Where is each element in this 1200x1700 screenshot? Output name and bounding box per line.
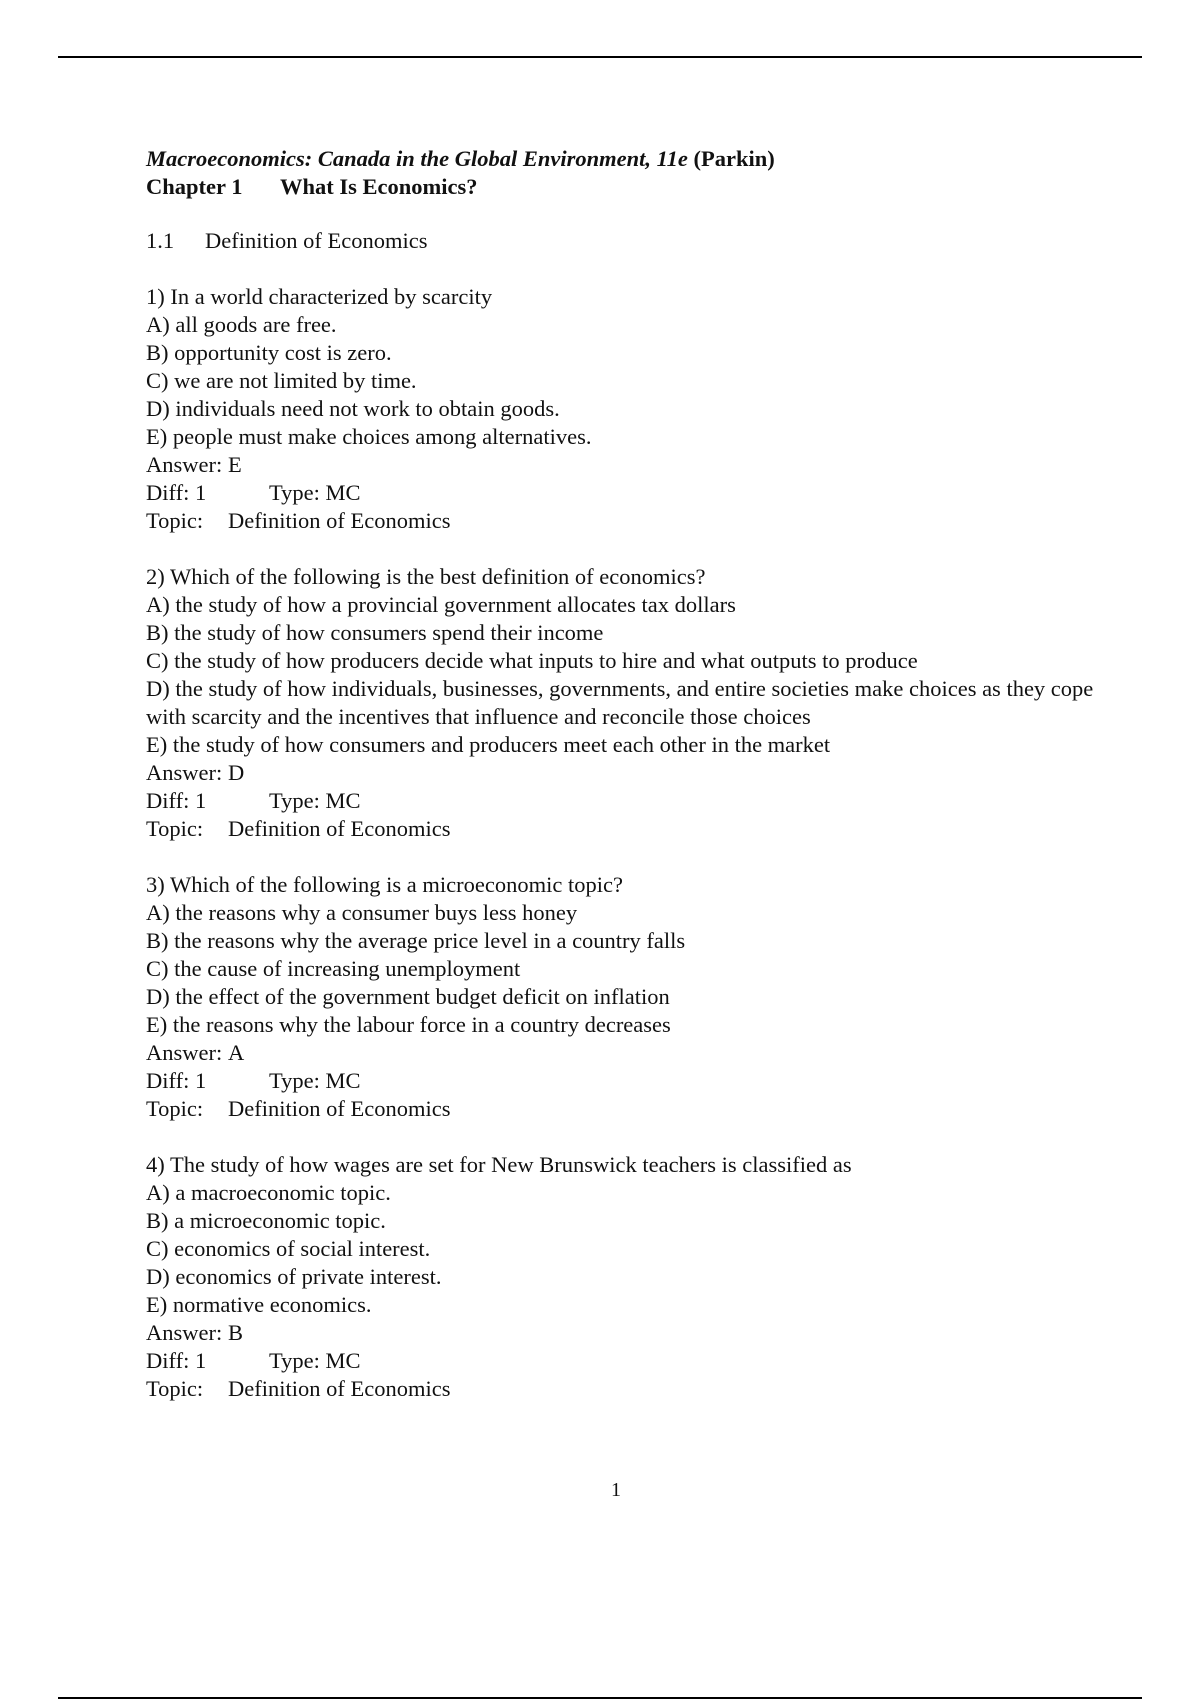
question-type: Type: MC: [269, 1348, 361, 1373]
section-heading: [146, 227, 1106, 255]
option-a: A) all goods are free.: [146, 312, 337, 337]
author: (Parkin): [693, 146, 775, 171]
option-c: C) the study of how producers decide what inputs to hire and what outputs to produce: [146, 648, 918, 673]
question-type: Type: MC: [269, 480, 361, 505]
question-type: Type: MC: [269, 788, 361, 813]
difficulty: Diff: 1: [146, 788, 207, 813]
question-4: [146, 1151, 1106, 1403]
answer-label: Answer:: [146, 760, 223, 785]
difficulty: Diff: 1: [146, 480, 207, 505]
option-e: E) the reasons why the labour force in a country decreases: [146, 1012, 671, 1037]
topic-line: [146, 507, 1106, 535]
option-b: B) opportunity cost is zero.: [146, 340, 392, 365]
diff-line: [146, 1067, 1106, 1095]
difficulty: Diff: 1: [146, 1068, 207, 1093]
answer-label: Answer:: [146, 452, 223, 477]
answer-value: D: [228, 760, 245, 785]
option-d: D) individuals need not work to obtain goods.: [146, 396, 560, 421]
answer-label: Answer:: [146, 1040, 223, 1065]
book-title-line: [146, 145, 1106, 173]
diff-line: [146, 787, 1106, 815]
answer-line: [146, 1039, 1106, 1067]
question-3: [146, 871, 1106, 1123]
diff-line: [146, 1347, 1106, 1375]
topic-line: [146, 1375, 1106, 1403]
question-stem: 3) Which of the following is a microeconomic topic?: [146, 872, 623, 897]
top-rule: [58, 56, 1142, 58]
answer-line: [146, 759, 1106, 787]
option-b: B) the reasons why the average price level in a country falls: [146, 928, 686, 953]
question-stem: 4) The study of how wages are set for New Brunswick teachers is classified as: [146, 1152, 852, 1177]
topic-label: Topic:: [146, 1096, 204, 1121]
topic-line: [146, 815, 1106, 843]
option-d: D) the effect of the government budget deficit on inflation: [146, 984, 670, 1009]
topic-label: Topic:: [146, 816, 204, 841]
page-number: 1: [611, 1479, 621, 1501]
option-e: E) the study of how consumers and producers meet each other in the market: [146, 732, 831, 757]
question-2: [146, 563, 1106, 843]
option-c: C) economics of social interest.: [146, 1236, 431, 1261]
topic-value: Definition of Economics: [228, 508, 451, 533]
question-type: Type: MC: [269, 1068, 361, 1093]
topic-label: Topic:: [146, 1376, 204, 1401]
bottom-rule: [58, 1697, 1142, 1699]
option-e: E) normative economics.: [146, 1292, 372, 1317]
topic-label: Topic:: [146, 508, 204, 533]
question-1: [146, 283, 1106, 535]
question-stem: 2) Which of the following is the best definition of economics?: [146, 564, 706, 589]
difficulty: Diff: 1: [146, 1348, 207, 1373]
book-title: Macroeconomics: Canada in the Global Environment, 11e: [146, 146, 688, 171]
chapter-heading: [146, 173, 1106, 201]
option-a: A) the study of how a provincial government allocates tax dollars: [146, 592, 736, 617]
answer-line: [146, 1319, 1106, 1347]
option-a: A) the reasons why a consumer buys less honey: [146, 900, 578, 925]
option-c: C) the cause of increasing unemployment: [146, 956, 521, 981]
answer-value: B: [228, 1320, 244, 1345]
topic-value: Definition of Economics: [228, 816, 451, 841]
answer-line: [146, 451, 1106, 479]
diff-line: [146, 479, 1106, 507]
option-e: E) people must make choices among alternatives.: [146, 424, 592, 449]
option-d: D) the study of how individuals, businesses, governments, and entire societies make choices as they cope with scarcity and the incentives that influence and reconcile those choices: [146, 676, 1094, 729]
answer-label: Answer:: [146, 1320, 223, 1345]
topic-value: Definition of Economics: [228, 1096, 451, 1121]
topic-line: [146, 1095, 1106, 1123]
option-b: B) a microeconomic topic.: [146, 1208, 386, 1233]
option-c: C) we are not limited by time.: [146, 368, 417, 393]
chapter-title: What Is Economics?: [280, 174, 478, 199]
option-b: B) the study of how consumers spend their income: [146, 620, 604, 645]
section-title: Definition of Economics: [205, 228, 428, 253]
question-list: [146, 283, 1106, 1403]
option-a: A) a macroeconomic topic.: [146, 1180, 391, 1205]
answer-value: A: [228, 1040, 245, 1065]
chapter-number: Chapter 1: [146, 174, 243, 199]
section-number: 1.1: [146, 228, 175, 253]
answer-value: E: [228, 452, 242, 477]
option-d: D) economics of private interest.: [146, 1264, 442, 1289]
question-stem: 1) In a world characterized by scarcity: [146, 284, 493, 309]
document-body: [146, 145, 1106, 1403]
topic-value: Definition of Economics: [228, 1376, 451, 1401]
